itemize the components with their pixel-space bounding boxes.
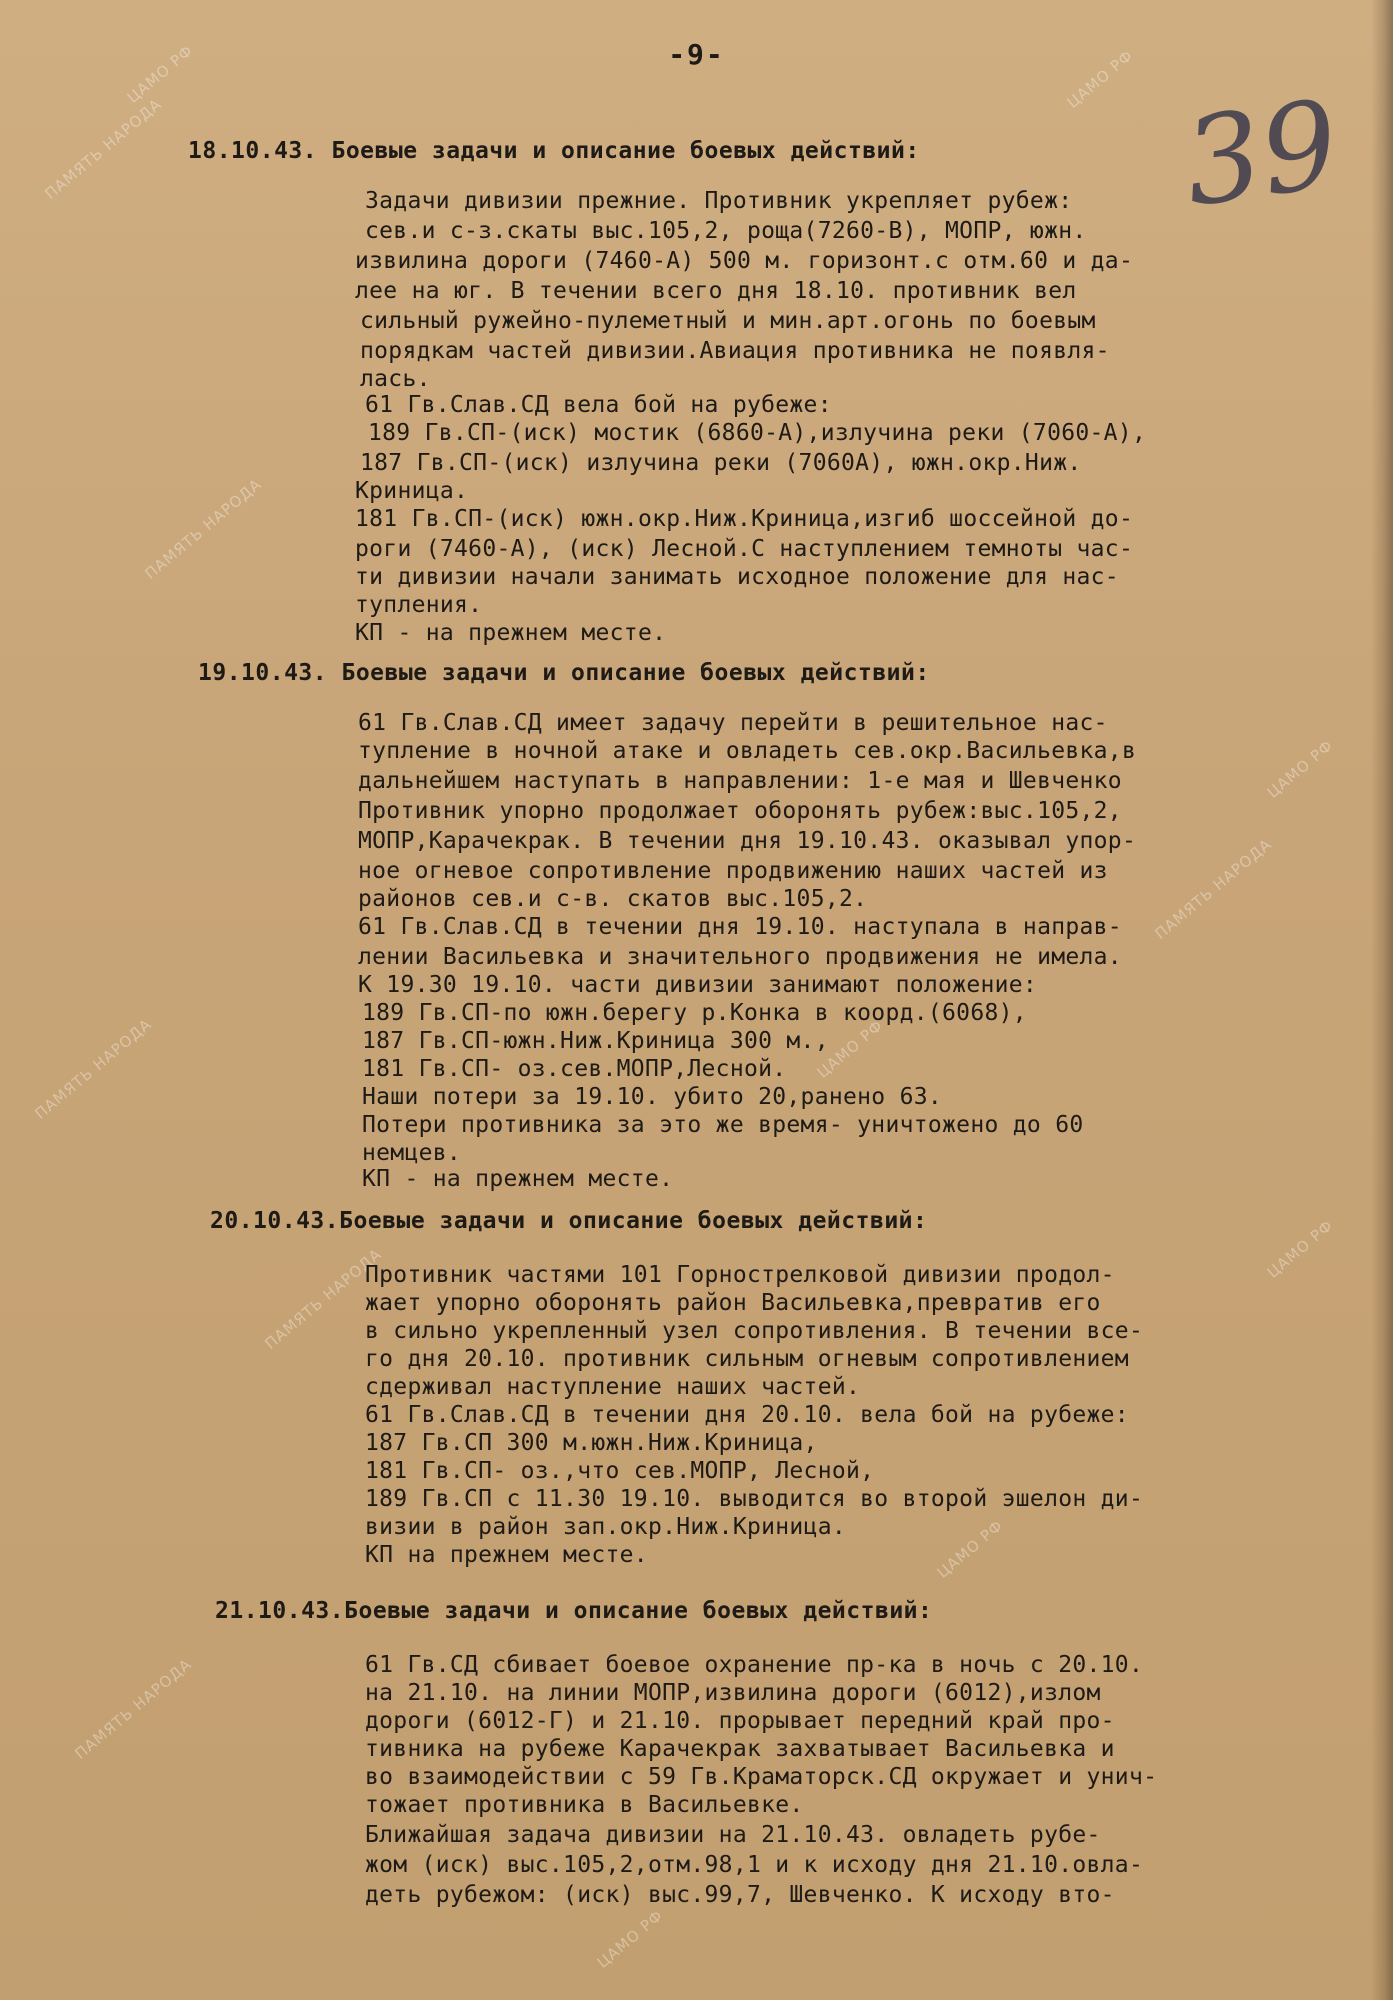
section-line: немцев. <box>362 1140 462 1166</box>
section-line: К 19.30 19.10. части дивизии занимают положение: <box>358 972 1038 998</box>
section-line: 189 Гв.СП-(иск) мостик (6860-А),излучина реки (7060-А), <box>368 420 1147 446</box>
section-line: 181 Гв.СП- оз.сев.МОПР,Лесной. <box>362 1056 787 1082</box>
section-line: жом (иск) выс.105,2,отм.98,1 и к исходу дня 21.10.овла- <box>365 1852 1144 1878</box>
section-line: Противник частями 101 Горнострелковой дивизии продол- <box>365 1262 1115 1288</box>
watermark-tsamo: ЦАМО РФ <box>813 1016 887 1082</box>
section-line: тупление в ночной атаке и овладеть сев.окр.Васильевка,в <box>358 738 1137 764</box>
section-line: лее на юг. В течении всего дня 18.10. противник вел <box>355 278 1077 304</box>
archive-page-number-handwritten: 39 <box>1176 75 1347 234</box>
section-line: ти дивизии начали занимать исходное положение для нас- <box>355 564 1119 590</box>
watermark-tsamo: ЦАМО РФ <box>1263 1216 1337 1282</box>
section-heading-19-10-43: 19.10.43. Боевые задачи и описание боевых действий: <box>198 660 930 686</box>
watermark-tsamo: ЦАМО РФ <box>123 41 197 107</box>
section-line: 189 Гв.СП-по южн.берегу р.Конка в коорд.(6068), <box>362 1000 1027 1026</box>
section-line: 181 Гв.СП-(иск) южн.окр.Ниж.Криница,изгиб шоссейной до- <box>355 506 1134 532</box>
section-line: Криница. <box>355 478 469 504</box>
section-line: дороги (6012-Г) и 21.10. прорывает передний край про- <box>365 1708 1115 1734</box>
section-line: лась. <box>360 366 431 392</box>
section-line: 61 Гв.Слав.СД вела бой на рубеже: <box>365 392 832 418</box>
section-line: порядкам частей дивизии.Авиация противника не появля- <box>360 338 1110 364</box>
section-line: КП на прежнем месте. <box>365 1542 648 1568</box>
watermark-tsamo: ЦАМО РФ <box>593 1906 667 1972</box>
section-line: сев.и с-з.скаты выс.105,2, роща(7260-В), МОПР, южн. <box>365 218 1087 244</box>
watermark-pamyat: ПАМЯТЬ НАРОДА <box>141 475 266 583</box>
watermark-pamyat: ПАМЯТЬ НАРОДА <box>71 1655 196 1763</box>
section-line: 181 Гв.СП- оз.,что сев.МОПР, Лесной, <box>365 1458 875 1484</box>
section-line: 187 Гв.СП-южн.Ниж.Криница 300 м., <box>362 1028 829 1054</box>
section-line: ное огневое сопротивление продвижению наших частей из <box>358 858 1108 884</box>
watermark-tsamo: ЦАМО РФ <box>1263 736 1337 802</box>
section-line: 189 Гв.СП с 11.30 19.10. выводится во второй эшелон ди- <box>365 1486 1144 1512</box>
section-line: Наши потери за 19.10. убито 20,ранено 63. <box>362 1084 943 1110</box>
page-edge-shadow <box>1371 0 1393 2000</box>
section-line: 61 Гв.Слав.СД в течении дня 19.10. наступала в направ- <box>358 914 1122 940</box>
watermark-pamyat: ПАМЯТЬ НАРОДА <box>31 1015 156 1123</box>
section-line: тупления. <box>355 592 483 618</box>
section-line: 187 Гв.СП-(иск) излучина реки (7060А), южн.окр.Ниж. <box>360 450 1082 476</box>
section-line: Потери противника за это же время- уничтожено до 60 <box>362 1112 1084 1138</box>
section-line: сдерживал наступление наших частей. <box>365 1374 861 1400</box>
section-line: МОПР,Карачекрак. В течении дня 19.10.43. оказывал упор- <box>358 828 1137 854</box>
section-line: го дня 20.10. противник сильным огневым сопротивлением <box>365 1346 1129 1372</box>
section-line: 61 Гв.Слав.СД в течении дня 20.10. вела бой на рубеже: <box>365 1402 1129 1428</box>
section-line: КП - на прежнем месте. <box>362 1166 674 1192</box>
watermark-pamyat: ПАМЯТЬ НАРОДА <box>41 95 166 203</box>
section-line: районов сев.и с-в. скатов выс.105,2. <box>358 886 868 912</box>
section-line: Ближайшая задача дивизии на 21.10.43. овладеть рубе- <box>365 1822 1101 1848</box>
section-heading-21-10-43: 21.10.43.Боевые задачи и описание боевых действий: <box>215 1598 933 1624</box>
section-line: 187 Гв.СП 300 м.южн.Ниж.Криница, <box>365 1430 818 1456</box>
section-line: на 21.10. на линии МОПР,извилина дороги (6012),излом <box>365 1680 1101 1706</box>
section-line: жает упорно оборонять район Васильевка,превратив его <box>365 1290 1101 1316</box>
watermark-pamyat: ПАМЯТЬ НАРОДА <box>261 1245 386 1353</box>
section-heading-18-10-43: 18.10.43. Боевые задачи и описание боевых действий: <box>188 138 920 164</box>
watermark-pamyat: ПАМЯТЬ НАРОДА <box>1151 835 1276 943</box>
section-line: роги (7460-А), (иск) Лесной.С наступлением темноты час- <box>355 536 1134 562</box>
section-line: тожает противника в Васильевке. <box>365 1792 804 1818</box>
section-line: Противник упорно продолжает оборонять рубеж:выс.105,2, <box>358 798 1122 824</box>
section-heading-20-10-43: 20.10.43.Боевые задачи и описание боевых действий: <box>210 1208 928 1234</box>
section-line: лении Васильевка и значительного продвижения не имела. <box>358 944 1122 970</box>
section-line: Задачи дивизии прежние. Противник укрепляет рубеж: <box>365 188 1073 214</box>
page-number: -9- <box>668 38 725 71</box>
watermark-tsamo: ЦАМО РФ <box>1063 46 1137 112</box>
section-line: извилина дороги (7460-А) 500 м. горизонт.с отм.60 и да- <box>355 248 1134 274</box>
section-line: во взаимодействии с 59 Гв.Краматорск.СД окружает и унич- <box>365 1764 1158 1790</box>
section-line: деть рубежом: (иск) выс.99,7, Шевченко. К исходу вто- <box>365 1882 1115 1908</box>
section-line: КП - на прежнем месте. <box>355 620 667 646</box>
section-line: сильный ружейно-пулеметный и мин.арт.огонь по боевым <box>360 308 1096 334</box>
section-line: визии в район зап.окр.Ниж.Криница. <box>365 1514 847 1540</box>
section-line: в сильно укрепленный узел сопротивления. В течении все- <box>365 1318 1144 1344</box>
section-line: 61 Гв.Слав.СД имеет задачу перейти в решительное нас- <box>358 710 1108 736</box>
section-line: 61 Гв.СД сбивает боевое охранение пр-ка в ночь с 20.10. <box>365 1652 1144 1678</box>
section-line: тивника на рубеже Карачекрак захватывает Васильевка и <box>365 1736 1115 1762</box>
watermark-tsamo: ЦАМО РФ <box>933 1516 1007 1582</box>
section-line: дальнейшем наступать в направлении: 1-е мая и Шевченко <box>358 768 1122 794</box>
